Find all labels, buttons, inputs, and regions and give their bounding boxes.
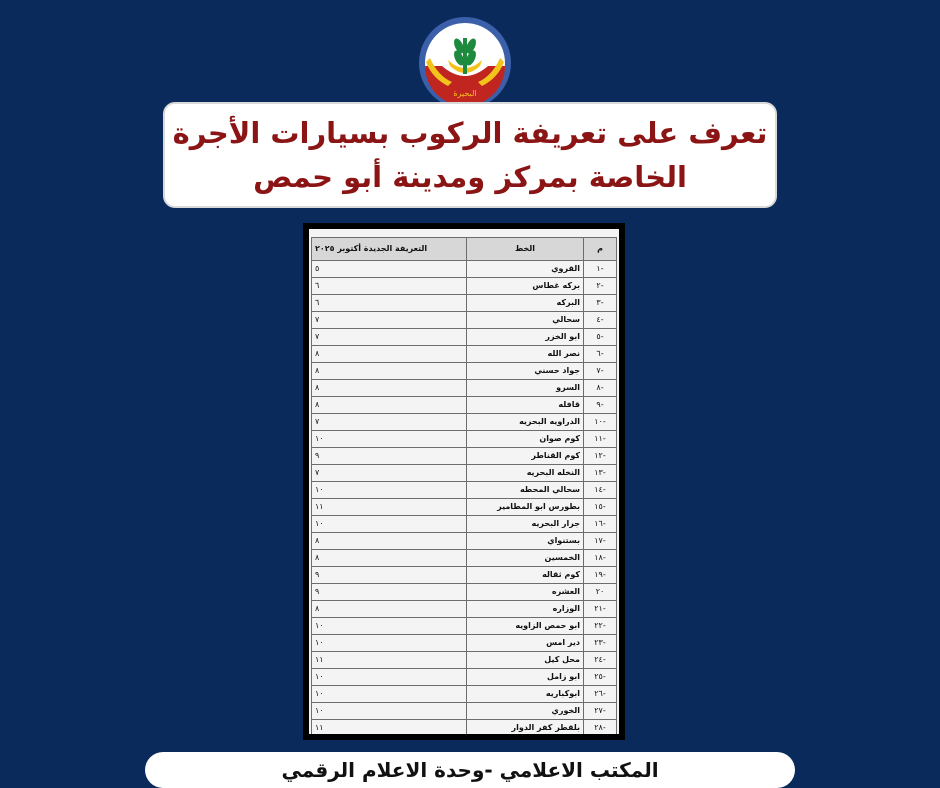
cell-fare: ١١ — [312, 652, 467, 669]
table-row — [312, 397, 617, 414]
table-row — [312, 601, 617, 618]
cell-line: محل كيل — [467, 652, 584, 669]
cell-line: الخوري — [467, 703, 584, 720]
cell-num: -٥ — [584, 329, 617, 346]
cell-num: -٢١ — [584, 601, 617, 618]
cell-fare: ١٠ — [312, 482, 467, 499]
table-row — [312, 278, 617, 295]
cell-line: البركه — [467, 295, 584, 312]
cell-num: -٢٢ — [584, 618, 617, 635]
table-row — [312, 567, 617, 584]
table-row — [312, 550, 617, 567]
cell-line: الوزاره — [467, 601, 584, 618]
cell-num: -١٢ — [584, 448, 617, 465]
cell-fare: ١٠ — [312, 669, 467, 686]
cell-line: ابو زامل — [467, 669, 584, 686]
cell-fare: ٩ — [312, 584, 467, 601]
cell-fare: ٨ — [312, 601, 467, 618]
cell-num: -٧ — [584, 363, 617, 380]
cell-fare: ٩ — [312, 567, 467, 584]
cell-num: -١٨ — [584, 550, 617, 567]
cell-line: كوم ثقاله — [467, 567, 584, 584]
cell-num: -٣ — [584, 295, 617, 312]
cell-fare: ٧ — [312, 312, 467, 329]
table-row — [312, 431, 617, 448]
table-row — [312, 584, 617, 601]
cell-line: بركه غطاس — [467, 278, 584, 295]
title-line-1: تعرف على تعريفة الركوب بسيارات الأجرة — [172, 116, 768, 150]
fare-table — [311, 237, 617, 734]
cell-line: قافله — [467, 397, 584, 414]
cell-line: الخمسين — [467, 550, 584, 567]
header-num: م — [584, 238, 617, 261]
table-row — [312, 295, 617, 312]
cell-num: -١١ — [584, 431, 617, 448]
table-row — [312, 329, 617, 346]
title-box — [163, 102, 777, 208]
table-row — [312, 346, 617, 363]
logo-text: البحيرة — [453, 89, 477, 98]
cell-line: سحالي المحطه — [467, 482, 584, 499]
cell-line: كوم القناطر — [467, 448, 584, 465]
cell-line: بلقطر كفر الدوار — [467, 720, 584, 735]
cell-line: النخله البحريه — [467, 465, 584, 482]
table-row — [312, 414, 617, 431]
table-row — [312, 686, 617, 703]
cell-fare: ٨ — [312, 550, 467, 567]
fare-table-body — [312, 261, 617, 735]
table-row — [312, 261, 617, 278]
cell-num: ٢٠ — [584, 584, 617, 601]
cell-line: كوم صوان — [467, 431, 584, 448]
cell-fare: ٨ — [312, 380, 467, 397]
cell-num: -١٩ — [584, 567, 617, 584]
cell-fare: ٧ — [312, 465, 467, 482]
table-row — [312, 465, 617, 482]
cell-num: -١ — [584, 261, 617, 278]
cell-line: القروي — [467, 261, 584, 278]
footer-text: المكتب الاعلامي -وحدة الاعلام الرقمي — [281, 758, 659, 782]
table-row — [312, 703, 617, 720]
cell-line: بطورس ابو المطامير — [467, 499, 584, 516]
cell-fare: ١٠ — [312, 686, 467, 703]
table-row — [312, 448, 617, 465]
cell-line: جواد حسني — [467, 363, 584, 380]
cell-num: -١٣ — [584, 465, 617, 482]
table-row — [312, 363, 617, 380]
cell-fare: ١١ — [312, 720, 467, 735]
cell-num: -١٥ — [584, 499, 617, 516]
cell-fare: ١٠ — [312, 431, 467, 448]
cell-num: -٢٦ — [584, 686, 617, 703]
cell-num: -٩ — [584, 397, 617, 414]
cell-num: -٨ — [584, 380, 617, 397]
cell-line: دير امس — [467, 635, 584, 652]
table-row — [312, 482, 617, 499]
document-sheet — [309, 229, 619, 734]
cell-line: بستنواي — [467, 533, 584, 550]
table-row — [312, 533, 617, 550]
cell-num: -٤ — [584, 312, 617, 329]
cell-line: العشره — [467, 584, 584, 601]
cell-fare: ٧ — [312, 329, 467, 346]
cell-fare: ٦ — [312, 295, 467, 312]
table-row — [312, 499, 617, 516]
cell-fare: ٨ — [312, 363, 467, 380]
table-row — [312, 720, 617, 735]
cell-num: -١٧ — [584, 533, 617, 550]
cell-line: ابو الخزر — [467, 329, 584, 346]
cell-line: الدراويه البحريه — [467, 414, 584, 431]
cell-fare: ١٠ — [312, 516, 467, 533]
table-row — [312, 380, 617, 397]
table-row — [312, 618, 617, 635]
cell-line: جرار البحريه — [467, 516, 584, 533]
cell-num: -٢٥ — [584, 669, 617, 686]
governorate-logo — [418, 16, 512, 110]
cell-fare: ٥ — [312, 261, 467, 278]
cell-fare: ١٠ — [312, 635, 467, 652]
cell-fare: ٦ — [312, 278, 467, 295]
table-row — [312, 652, 617, 669]
cell-num: -١٠ — [584, 414, 617, 431]
cell-num: -١٤ — [584, 482, 617, 499]
footer-banner — [145, 752, 795, 788]
cell-fare: ١١ — [312, 499, 467, 516]
cell-num: -٢٧ — [584, 703, 617, 720]
cell-num: -٢ — [584, 278, 617, 295]
cell-line: السرو — [467, 380, 584, 397]
cell-fare: ١٠ — [312, 703, 467, 720]
fare-document — [303, 223, 625, 740]
table-header-row — [312, 238, 617, 261]
cell-fare: ٨ — [312, 533, 467, 550]
cell-line: نصر الله — [467, 346, 584, 363]
table-row — [312, 669, 617, 686]
cell-fare: ٨ — [312, 397, 467, 414]
table-row — [312, 312, 617, 329]
title-line-2: الخاصة بمركز ومدينة أبو حمص — [253, 160, 687, 194]
cell-line: ابوكباريه — [467, 686, 584, 703]
table-row — [312, 635, 617, 652]
cell-num: -١٦ — [584, 516, 617, 533]
header-line: الخط — [467, 238, 584, 261]
cell-fare: ١٠ — [312, 618, 467, 635]
cell-fare: ٩ — [312, 448, 467, 465]
cell-num: -٢٤ — [584, 652, 617, 669]
cell-num: -٦ — [584, 346, 617, 363]
cell-line: سحالي — [467, 312, 584, 329]
cell-line: ابو حمص الزاويه — [467, 618, 584, 635]
cell-num: -٢٨ — [584, 720, 617, 735]
table-row — [312, 516, 617, 533]
cell-fare: ٨ — [312, 346, 467, 363]
cell-fare: ٧ — [312, 414, 467, 431]
header-fare: التعريفة الجديدة أكتوبر ٢٠٢٥ — [312, 238, 467, 261]
cell-num: -٢٣ — [584, 635, 617, 652]
